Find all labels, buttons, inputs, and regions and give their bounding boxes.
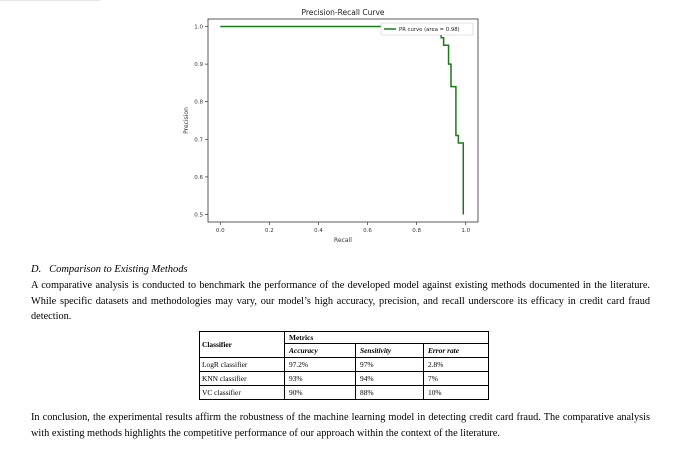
- pr-curve-chart: [175, 4, 495, 254]
- x-tick-label: 0.6: [363, 228, 372, 234]
- x-tick-label: 1.0: [461, 228, 471, 234]
- table-header-row: [200, 332, 489, 344]
- pr-curve-svg: [175, 4, 495, 254]
- chart-title: Precision-Recall Curve: [301, 8, 385, 17]
- header-error-rate: Error rate: [424, 344, 489, 358]
- cell-classifier: KNN classifier: [200, 372, 285, 386]
- x-tick-label: 0.0: [215, 228, 225, 234]
- header-metrics: Metrics: [285, 332, 489, 344]
- header-sensitivity: Sensitivity: [356, 344, 424, 358]
- top-divider: [0, 0, 100, 1]
- x-tick-label: 0.4: [314, 228, 323, 234]
- y-tick-label: 0.7: [194, 137, 203, 144]
- y-axis-label: Precision: [183, 107, 190, 134]
- cell-accuracy: 93%: [285, 372, 356, 386]
- table-row: [200, 386, 489, 400]
- cell-error-rate: 2.8%: [424, 358, 489, 372]
- table-row: [200, 358, 489, 372]
- plot-frame: [208, 19, 478, 222]
- comparison-table: [199, 331, 489, 400]
- header-accuracy: Accuracy: [285, 344, 356, 358]
- section-label: D.: [31, 264, 42, 275]
- cell-sensitivity: 94%: [356, 372, 424, 386]
- table-row: [200, 372, 489, 386]
- x-tick-label: 0.8: [412, 228, 422, 234]
- y-tick-label: 1.0: [194, 24, 203, 31]
- x-tick-label: 0.2: [264, 228, 274, 234]
- y-tick-label: 0.5: [194, 212, 203, 219]
- y-tick-label: 0.8: [194, 99, 203, 106]
- legend-label: PR curve (area = 0.98): [399, 27, 460, 33]
- cell-classifier: LogR classifier: [200, 358, 285, 372]
- header-classifier: Classifier: [200, 332, 285, 358]
- paragraph-comparison: A comparative analysis is conducted to benchmark the performance of the developed model against existing methods documented in the literature. While specific datasets and methodologies may vary, our model’s high accuracy, precision, and recall underscore its efficacy in credit card fraud detection.: [31, 280, 650, 322]
- y-tick-label: 0.6: [194, 174, 203, 181]
- section-title: Comparison to Existing Methods: [49, 264, 188, 275]
- cell-sensitivity: 97%: [356, 358, 424, 372]
- cell-error-rate: 10%: [424, 386, 489, 400]
- cell-classifier: VC classifier: [200, 386, 285, 400]
- cell-accuracy: 97.2%: [285, 358, 356, 372]
- x-axis-label: Recall: [334, 237, 352, 244]
- y-tick-label: 0.9: [194, 62, 203, 69]
- section-heading: [31, 264, 188, 275]
- cell-error-rate: 7%: [424, 372, 489, 386]
- paragraph-conclusion: In conclusion, the experimental results affirm the robustness of the machine learning model in detecting credit card fraud. The comparative analysis with existing methods highlights the competitive performance of our approach within the context of the literature.: [31, 412, 650, 439]
- pr-curve-line: [220, 27, 463, 215]
- cell-accuracy: 90%: [285, 386, 356, 400]
- cell-sensitivity: 88%: [356, 386, 424, 400]
